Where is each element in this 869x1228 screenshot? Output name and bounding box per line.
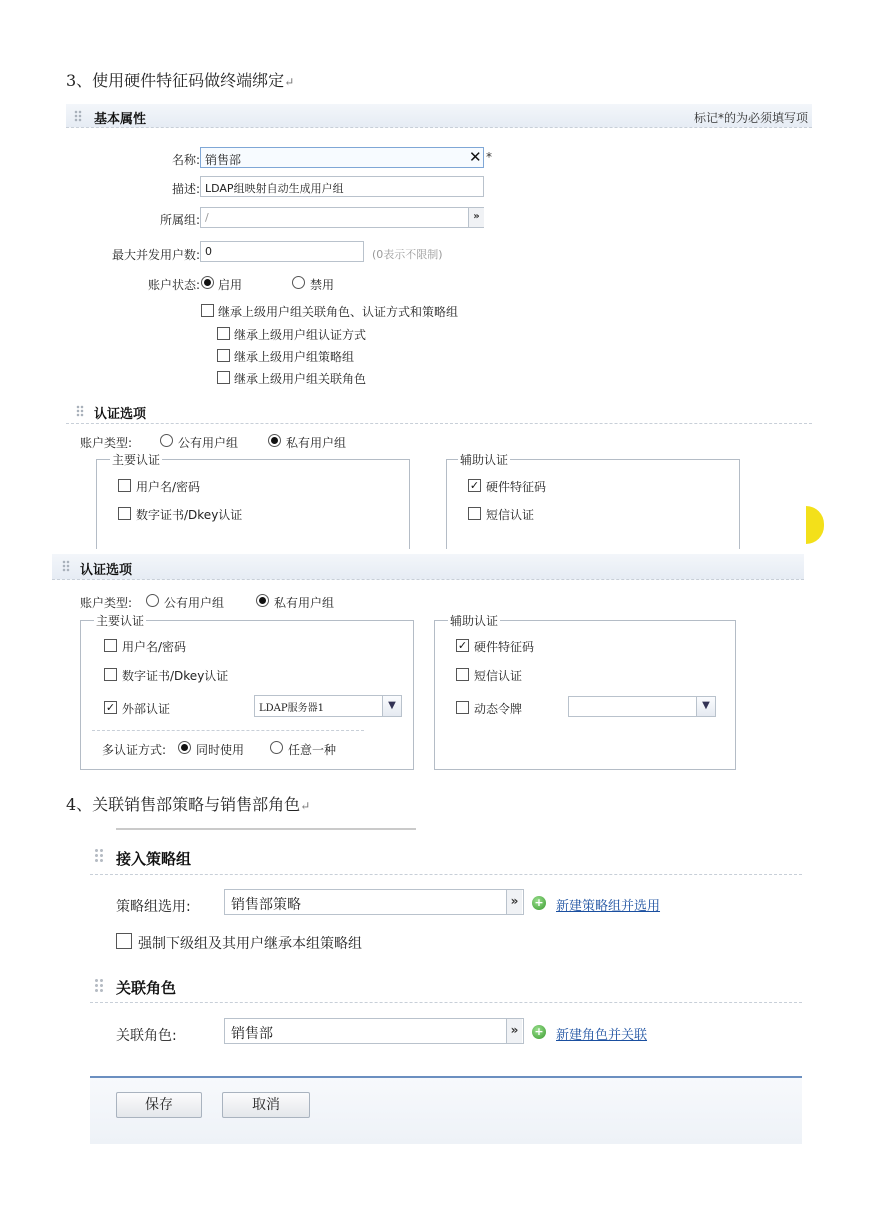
sms-checkbox[interactable] — [468, 507, 481, 520]
policy-select-label: 策略组选用: — [116, 899, 191, 915]
any-one-label: 任意一种 — [288, 743, 337, 757]
status-disabled-radio[interactable] — [292, 276, 305, 289]
policy-select-input[interactable]: 销售部策略 — [224, 889, 524, 915]
grip-icon — [62, 560, 70, 572]
clear-icon[interactable]: ✕ — [469, 148, 482, 166]
sms-checkbox[interactable] — [456, 668, 469, 681]
token-checkbox[interactable] — [456, 701, 469, 714]
policy-section-title: 接入策略组 — [116, 850, 192, 868]
desc-label: 描述: — [171, 182, 200, 196]
step4-heading: 4、关联销售部策略与销售部角色↵ — [66, 795, 311, 814]
max-users-input[interactable]: 0 — [200, 241, 364, 262]
aux-auth-legend: 辅助认证 — [460, 453, 509, 467]
inherit-all-checkbox[interactable] — [201, 304, 214, 317]
inherit-role-checkbox[interactable] — [217, 371, 230, 384]
private-group-label: 私有用户组 — [274, 596, 335, 610]
user-pwd-label: 用户名/密码 — [136, 480, 201, 494]
role-label: 关联角色: — [116, 1028, 177, 1044]
name-label: 名称: — [171, 153, 200, 167]
user-pwd-label: 用户名/密码 — [122, 640, 187, 654]
private-group-radio[interactable] — [268, 434, 281, 447]
cert-label: 数字证书/Dkey认证 — [122, 669, 229, 683]
grip-icon — [94, 978, 104, 994]
multi-auth-label: 多认证方式: — [102, 743, 167, 757]
cropped-row — [116, 824, 416, 830]
aux-auth-legend: 辅助认证 — [450, 614, 499, 628]
user-pwd-checkbox[interactable] — [118, 479, 131, 492]
ldap-server-select[interactable]: LDAP服务器1 — [254, 695, 402, 717]
footer-bar — [90, 1076, 802, 1144]
yellow-marker — [806, 506, 824, 544]
new-policy-link[interactable]: 新建策略组并选用 — [556, 899, 661, 914]
inherit-auth-label: 继承上级用户组认证方式 — [234, 328, 367, 342]
hw-code-label: 硬件特征码 — [486, 480, 547, 494]
primary-auth-legend: 主要认证 — [112, 453, 161, 467]
account-type-label: 账户类型: — [80, 596, 133, 610]
divider — [92, 730, 364, 731]
grip-icon — [76, 405, 84, 417]
group-select-arrow-icon[interactable]: » — [468, 208, 484, 227]
sms-label: 短信认证 — [474, 669, 523, 683]
private-group-radio[interactable] — [256, 594, 269, 607]
divider — [66, 423, 812, 424]
simultaneous-radio[interactable] — [178, 741, 191, 754]
auth-section-bar — [52, 554, 804, 580]
hw-code-label: 硬件特征码 — [474, 640, 535, 654]
status-disabled-label: 禁用 — [310, 278, 335, 292]
cert-checkbox[interactable] — [104, 668, 117, 681]
public-group-label: 公有用户组 — [178, 436, 239, 450]
role-select-input[interactable]: 销售部 — [224, 1018, 524, 1044]
policy-role-panel — [90, 822, 802, 1144]
max-users-label: 最大并发用户数: — [111, 248, 200, 262]
add-icon[interactable]: + — [532, 1025, 546, 1039]
user-pwd-checkbox[interactable] — [104, 639, 117, 652]
divider — [90, 874, 802, 875]
any-one-radio[interactable] — [270, 741, 283, 754]
policy-select-arrow-icon[interactable]: » — [506, 890, 522, 914]
simultaneous-label: 同时使用 — [196, 743, 245, 757]
private-group-label: 私有用户组 — [286, 436, 347, 450]
auth-options-panel — [52, 550, 804, 776]
status-enabled-radio[interactable] — [201, 276, 214, 289]
group-input[interactable]: / — [200, 207, 484, 228]
grip-icon — [94, 848, 104, 864]
force-inherit-label: 强制下级组及其用户继承本组策略组 — [138, 936, 362, 952]
step3-heading: 3、使用硬件特征码做终端绑定↵ — [66, 71, 295, 90]
account-type-label: 账户类型: — [80, 436, 133, 450]
basic-section-bar — [66, 104, 812, 128]
cert-checkbox[interactable] — [118, 507, 131, 520]
status-label: 账户状态: — [147, 278, 200, 292]
inherit-policy-checkbox[interactable] — [217, 349, 230, 362]
new-role-link[interactable]: 新建角色并关联 — [556, 1028, 648, 1043]
force-inherit-checkbox[interactable] — [116, 933, 132, 949]
desc-input[interactable]: LDAP组映射自动生成用户组 — [200, 176, 484, 197]
inherit-policy-label: 继承上级用户组策略组 — [234, 350, 355, 364]
status-enabled-label: 启用 — [218, 278, 243, 292]
chevron-down-icon[interactable]: ▼ — [696, 697, 715, 716]
public-group-label: 公有用户组 — [164, 596, 225, 610]
external-auth-checkbox[interactable]: ✓ — [105, 701, 116, 714]
group-label: 所属组: — [159, 213, 200, 227]
name-input[interactable]: 销售部 — [200, 147, 484, 168]
role-section-title: 关联角色 — [116, 979, 177, 997]
cancel-button[interactable]: 取消 — [222, 1092, 310, 1118]
primary-auth-legend: 主要认证 — [96, 614, 145, 628]
basic-section-title: 基本属性 — [94, 112, 147, 127]
grip-icon — [74, 110, 82, 122]
required-hint: 标记*的为必须填写项 — [693, 111, 808, 125]
auth-section-title: 认证选项 — [94, 407, 147, 422]
role-select-arrow-icon[interactable]: » — [506, 1019, 522, 1043]
external-auth-label: 外部认证 — [122, 702, 171, 716]
basic-properties-panel — [66, 98, 812, 542]
max-users-hint: (0表示不限制) — [372, 248, 443, 261]
add-icon[interactable]: + — [532, 896, 546, 910]
public-group-radio[interactable] — [146, 594, 159, 607]
hw-code-checkbox[interactable]: ✓ — [457, 639, 468, 652]
auth-section-title: 认证选项 — [80, 563, 133, 578]
primary-auth-group — [96, 459, 410, 549]
inherit-role-label: 继承上级用户组关联角色 — [234, 372, 367, 386]
public-group-radio[interactable] — [160, 434, 173, 447]
inherit-all-label: 继承上级用户组关联角色、认证方式和策略组 — [218, 305, 459, 319]
inherit-auth-checkbox[interactable] — [217, 327, 230, 340]
token-select[interactable] — [568, 696, 716, 717]
save-button[interactable]: 保存 — [116, 1092, 202, 1118]
cert-label: 数字证书/Dkey认证 — [136, 508, 243, 522]
required-star: * — [486, 150, 492, 164]
chevron-down-icon[interactable]: ▼ — [382, 696, 401, 716]
hw-code-checkbox[interactable]: ✓ — [469, 479, 480, 492]
divider — [90, 1002, 802, 1003]
aux-auth-group — [446, 459, 740, 549]
token-label: 动态令牌 — [474, 702, 523, 716]
sms-label: 短信认证 — [486, 508, 535, 522]
